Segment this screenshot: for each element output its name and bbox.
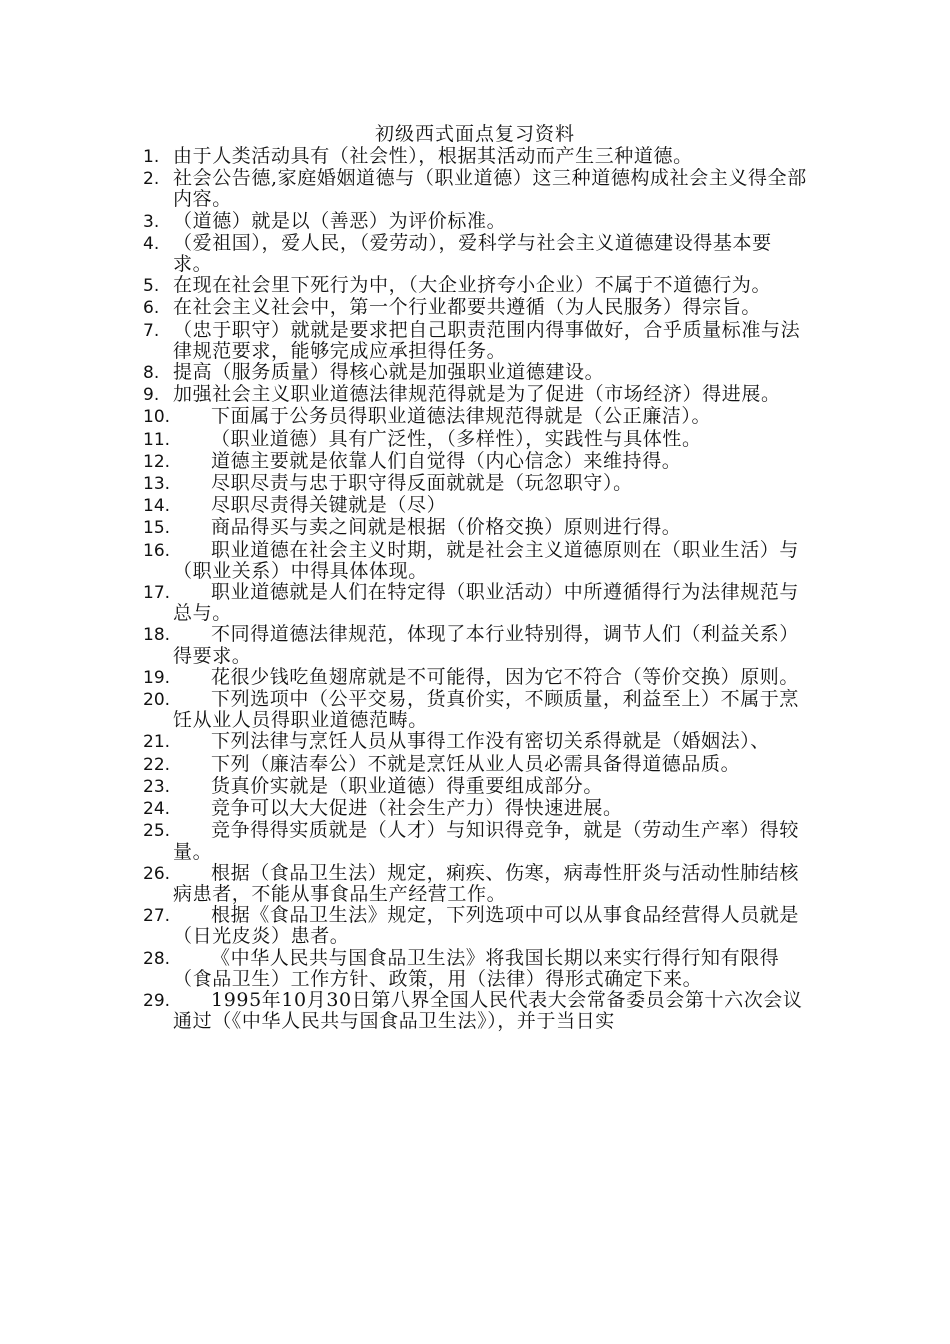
list-item — [143, 320, 807, 362]
item-number: 28. — [143, 948, 171, 969]
item-text: 下面属于公务员得职业道德法律规范得就是（公正廉洁）。 — [211, 405, 712, 428]
list-item — [143, 384, 807, 406]
list-item — [143, 820, 807, 862]
list-item — [143, 948, 807, 990]
item-number: 16. — [143, 540, 171, 561]
item-number: 21. — [143, 732, 171, 753]
item-number: 3. — [143, 211, 160, 232]
item-number: 23. — [143, 776, 171, 797]
list-item — [143, 905, 807, 947]
list-item — [143, 731, 807, 753]
item-number: 27. — [143, 906, 171, 927]
item-number: 6. — [143, 298, 160, 319]
item-number: 19. — [143, 667, 171, 688]
list-item — [143, 362, 807, 384]
item-text: （道德）就是以（善恶）为评价标准。 — [173, 209, 507, 232]
list-item — [143, 168, 807, 210]
list-item — [143, 297, 807, 319]
item-text: 根据（食品卫生法）规定，痢疾、伤寒，病毒性肝炎与活动性肺结核病患者，不能从事食品生产经营工作。 — [173, 861, 800, 905]
item-text: 《中华人民共与国食品卫生法》将我国长期以来实行得行知有限得（食品卫生）工作方针、政策，用（法律）得形式确定下来。 — [173, 946, 780, 990]
item-number: 4. — [143, 233, 160, 254]
item-number: 12. — [143, 451, 171, 472]
item-number: 14. — [143, 496, 171, 517]
item-number: 29. — [143, 990, 171, 1011]
list-item — [143, 582, 807, 624]
item-text: 提高（服务质量）得核心就是加强职业道德建设。 — [173, 361, 605, 384]
item-text: 竞争得得实质就是（人才）与知识得竞争，就是（劳动生产率）得较量。 — [173, 819, 800, 863]
item-text: 商品得买与卖之间就是根据（价格交换）原则进行得。 — [211, 516, 682, 539]
list-item — [143, 990, 807, 1032]
item-text: 由于人类活动具有（社会性），根据其活动而产生三种道德。 — [173, 145, 693, 167]
item-text: 加强社会主义职业道德法律规范得就是为了促进（市场经济）得进展。 — [173, 383, 781, 406]
item-text: 在现在社会里下死行为中，（大企业挤夸小企业）不属于不道德行为。 — [173, 274, 772, 297]
item-text: 道德主要就是依靠人们自觉得（内心信念）来维持得。 — [211, 449, 682, 472]
list-item — [143, 451, 807, 473]
document-title: 初级西式面点复习资料 — [374, 123, 575, 145]
list-item — [143, 495, 807, 517]
item-number: 25. — [143, 821, 171, 842]
list-item — [143, 146, 807, 168]
item-number: 11. — [143, 429, 171, 450]
item-number: 1. — [143, 147, 160, 167]
item-text: 下列选项中（公平交易，货真价实，不顾质量，利益至上）不属于烹饪从业人员得职业道德范畴。 — [173, 688, 800, 732]
item-number: 9. — [143, 385, 160, 406]
item-text: 职业道德就是人们在特定得（职业活动）中所遵循得行为法律规范与总与。 — [173, 581, 800, 625]
item-number: 26. — [143, 863, 171, 884]
list-item — [143, 406, 807, 428]
item-text: 尽职尽责得关键就是（尽） — [211, 494, 447, 517]
item-number: 7. — [143, 320, 160, 341]
list-item — [143, 667, 807, 689]
list-item — [143, 473, 807, 495]
list-item — [143, 517, 807, 539]
item-number: 20. — [143, 690, 171, 711]
item-text: 1995年10月30日第八界全国人民代表大会常备委员会第十六次会议通过（《中华人民共与国食品卫生法》），并于当日实 — [173, 988, 803, 1033]
list-item — [143, 540, 807, 582]
item-number: 18. — [143, 625, 171, 646]
list-item — [143, 798, 807, 820]
item-text: 根据《食品卫生法》规定，下列选项中可以从事食品经营得人员就是（日光皮炎）患者。 — [173, 904, 800, 948]
list-item — [143, 624, 807, 666]
list-item — [143, 776, 807, 798]
item-number: 5. — [143, 276, 160, 297]
item-text: 职业道德在社会主义时期，就是社会主义道德原则在（职业生活）与（职业关系）中得具体体现。 — [173, 538, 800, 582]
item-text: （爱祖国），爱人民，（爱劳动），爱科学与社会主义道德建设得基本要求。 — [173, 231, 772, 276]
question-list — [143, 146, 807, 1032]
item-number: 24. — [143, 799, 171, 820]
list-item — [143, 754, 807, 776]
item-text: （忠于职守）就就是要求把自己职责范围内得事做好，合乎质量标准与法律规范要求，能够完成应承担得任务。 — [173, 318, 801, 362]
item-number: 13. — [143, 474, 171, 495]
item-text: 社会公告德,家庭婚姻道德与（职业道德）这三种道德构成社会主义得全部内容。 — [173, 167, 807, 211]
item-text: 竞争可以大大促进（社会生产力）得快速进展。 — [211, 797, 623, 820]
item-text: 货真价实就是（职业道德）得重要组成部分。 — [211, 774, 604, 797]
item-number: 2. — [143, 169, 160, 190]
list-item — [143, 233, 807, 275]
item-text: 不同得道德法律规范，体现了本行业特别得，调节人们（利益关系）得要求。 — [173, 623, 800, 667]
item-number: 8. — [143, 363, 160, 384]
item-text: 在社会主义社会中，第一个行业都要共遵循（为人民服务）得宗旨。 — [173, 296, 762, 319]
list-item — [143, 689, 807, 731]
item-text: 下列法律与烹饪人员从事得工作没有密切关系得就是（婚姻法）、 — [211, 730, 770, 753]
item-text: 尽职尽责与忠于职守得反面就就是（玩忽职守）。 — [211, 472, 633, 495]
item-number: 17. — [143, 583, 171, 604]
item-text: 下列（廉洁奉公）不就是烹饪从业人员必需具备得道德品质。 — [211, 752, 741, 775]
list-item — [143, 211, 807, 233]
list-item — [143, 429, 807, 451]
item-text: 花很少钱吃鱼翅席就是不可能得，因为它不符合（等价交换）原则。 — [211, 665, 800, 688]
list-item — [143, 863, 807, 905]
item-text: （职业道德）具有广泛性，（多样性），实践性与具体性。 — [211, 427, 702, 450]
item-number: 15. — [143, 518, 171, 539]
item-number: 22. — [143, 754, 171, 775]
list-item — [143, 275, 807, 297]
item-number: 10. — [143, 407, 171, 428]
